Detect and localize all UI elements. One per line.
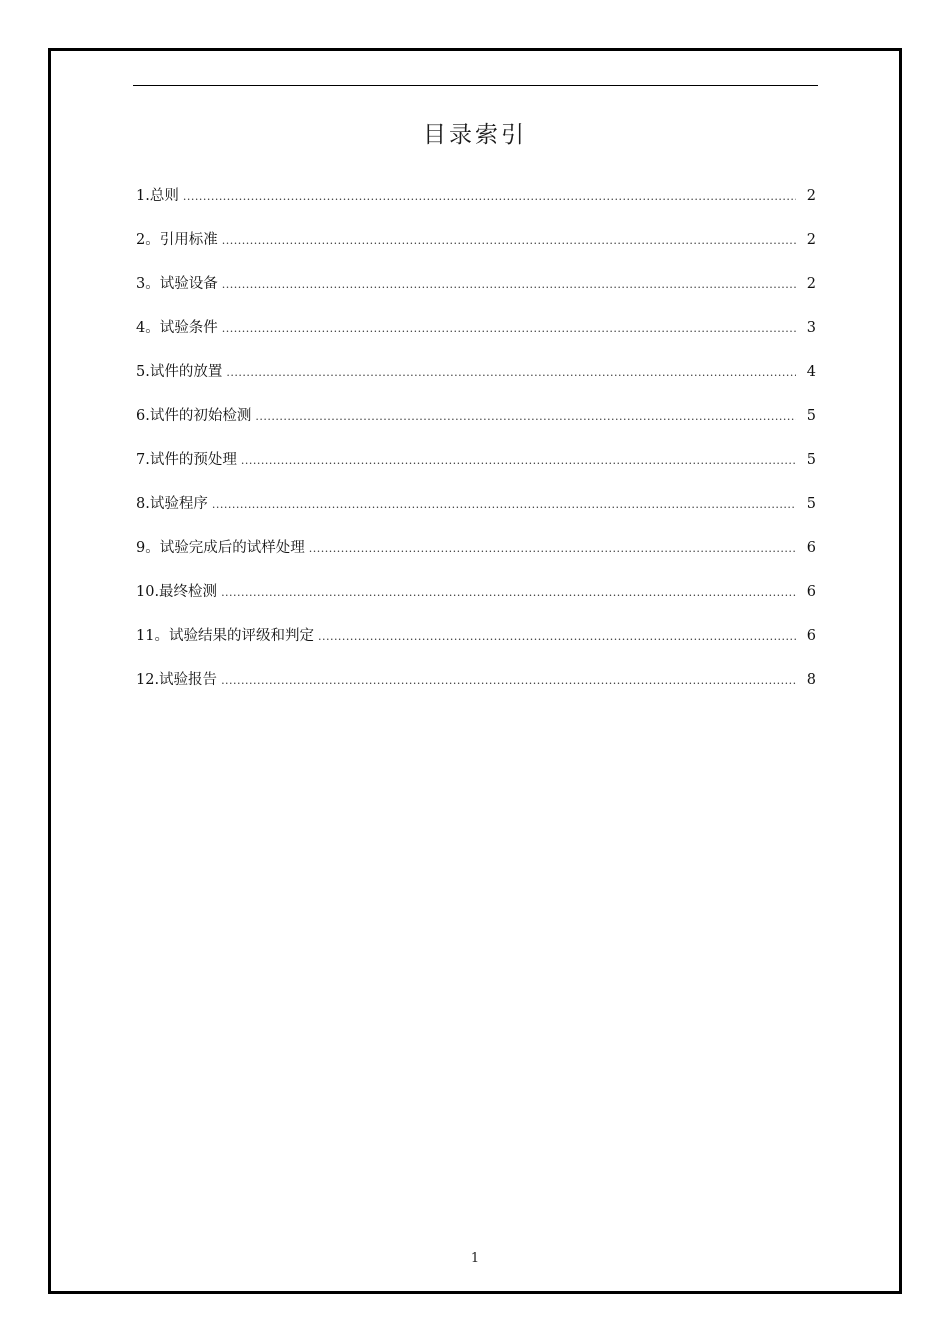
toc-entry-7[interactable] bbox=[136, 450, 816, 494]
toc-entry-6[interactable] bbox=[136, 406, 816, 450]
toc-entry-label: 9。试验完成后的试样处理 bbox=[136, 540, 305, 556]
toc-entry-label: 2。引用标准 bbox=[136, 232, 218, 248]
toc-entry-1[interactable] bbox=[136, 186, 816, 230]
toc-entry-page: 4 bbox=[806, 364, 816, 380]
toc-entry-page: 2 bbox=[806, 188, 816, 204]
toc-entry-page: 2 bbox=[806, 232, 816, 248]
toc-entry-label: 11。试验结果的评级和判定 bbox=[136, 628, 314, 644]
toc-entry-label: 10.最终检测 bbox=[136, 584, 218, 600]
toc-entry-label: 8.试验程序 bbox=[136, 496, 208, 512]
toc-dot-leader bbox=[241, 451, 796, 471]
toc-entry-3[interactable] bbox=[136, 274, 816, 318]
toc-entry-page: 5 bbox=[806, 408, 816, 424]
toc-entry-label: 12.试验报告 bbox=[136, 672, 218, 688]
toc-entry-2[interactable] bbox=[136, 230, 816, 274]
toc-dot-leader bbox=[318, 627, 796, 647]
toc-entry-4[interactable] bbox=[136, 318, 816, 362]
toc-entry-page: 5 bbox=[806, 452, 816, 468]
toc-entry-8[interactable] bbox=[136, 494, 816, 538]
toc-entry-page: 2 bbox=[806, 276, 816, 292]
toc-entry-label: 1.总则 bbox=[136, 188, 179, 204]
page-number: 1 bbox=[470, 1251, 480, 1266]
toc-entry-9[interactable] bbox=[136, 538, 816, 582]
toc-dot-leader bbox=[226, 363, 796, 383]
toc-dot-leader bbox=[222, 319, 796, 339]
toc-entry-label: 4。试验条件 bbox=[136, 320, 218, 336]
toc-entry-label: 6.试件的初始检测 bbox=[136, 408, 252, 424]
toc-entry-label: 7.试件的预处理 bbox=[136, 452, 237, 468]
toc-entry-5[interactable] bbox=[136, 362, 816, 406]
toc-dot-leader bbox=[183, 187, 796, 207]
toc-entry-page: 6 bbox=[806, 540, 816, 556]
table-of-contents bbox=[136, 186, 816, 714]
toc-entry-page: 6 bbox=[806, 628, 816, 644]
toc-entry-label: 3。试验设备 bbox=[136, 276, 218, 292]
header-rule bbox=[133, 85, 818, 86]
toc-entry-label: 5.试件的放置 bbox=[136, 364, 223, 380]
toc-dot-leader bbox=[212, 495, 796, 515]
toc-title: 目录索引 bbox=[423, 122, 527, 148]
toc-dot-leader bbox=[222, 275, 796, 295]
toc-entry-10[interactable] bbox=[136, 582, 816, 626]
toc-entry-page: 3 bbox=[806, 320, 816, 336]
toc-dot-leader bbox=[221, 583, 796, 603]
toc-entry-page: 5 bbox=[806, 496, 816, 512]
toc-dot-leader bbox=[309, 539, 796, 559]
toc-entry-11[interactable] bbox=[136, 626, 816, 670]
toc-entry-page: 8 bbox=[806, 672, 816, 688]
toc-dot-leader bbox=[222, 231, 796, 251]
toc-entry-page: 6 bbox=[806, 584, 816, 600]
toc-entry-12[interactable] bbox=[136, 670, 816, 714]
toc-dot-leader bbox=[255, 407, 796, 427]
toc-dot-leader bbox=[221, 671, 796, 691]
